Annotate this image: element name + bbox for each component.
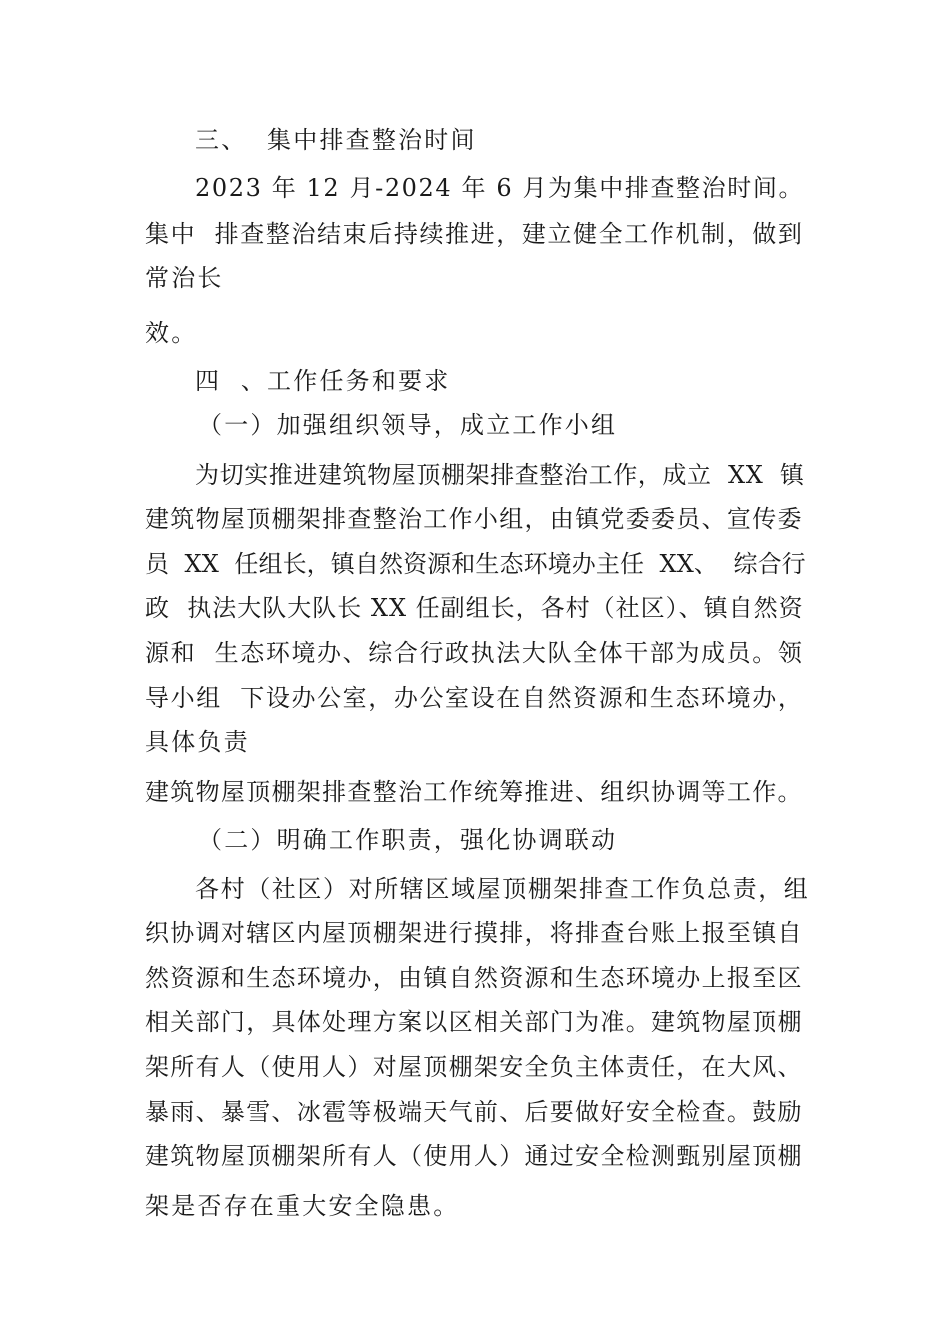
paragraph-line: 具体负责 [145, 728, 250, 756]
paragraph-line: 建筑物屋顶棚架排查整治工作小组，由镇党委委员、宣传委 [145, 505, 803, 533]
paragraph-line: 然资源和生态环境办，由镇自然资源和生态环境办上报至区 [145, 964, 803, 992]
paragraph-line: 暴雨、暴雪、冰雹等极端天气前、后要做好安全检查。鼓励 [145, 1098, 803, 1126]
paragraph-line: 架所有人（使用人）对屋顶棚架安全负主体责任，在大风、 [145, 1053, 803, 1081]
paragraph-line: 集中 排查整治结束后持续推进，建立健全工作机制，做到 [145, 220, 804, 248]
subsection-heading-1: （一）加强组织领导，成立工作小组 [198, 411, 618, 439]
paragraph-line: 为切实推进建筑物屋顶棚架排查整治工作，成立 XX 镇 [195, 461, 805, 489]
paragraph-line: 员 XX 任组长，镇自然资源和生态环境办主任 XX、 综合行 [145, 550, 806, 578]
paragraph-line: 织协调对辖区内屋顶棚架进行摸排，将排查台账上报至镇自 [145, 919, 803, 947]
paragraph-line: 各村（社区）对所辖区域屋顶棚架排查工作负总责，组 [195, 875, 810, 903]
section-heading-4: 四 、工作任务和要求 [195, 367, 451, 395]
section-heading-3: 三、 集中排查整治时间 [195, 126, 477, 154]
paragraph-line: 政 执法大队大队长 XX 任副组长，各村（社区）、镇自然资 [145, 594, 804, 622]
paragraph-line: 相关部门，具体处理方案以区相关部门为准。建筑物屋顶棚 [145, 1008, 803, 1036]
paragraph-line: 导小组 下设办公室，办公室设在自然资源和生态环境办， [145, 684, 804, 712]
paragraph-line: 建筑物屋顶棚架排查整治工作统筹推进、组织协调等工作。 [145, 778, 803, 806]
paragraph-line: 架是否存在重大安全隐患。 [145, 1192, 460, 1220]
paragraph-line: 常治长 [145, 264, 224, 292]
paragraph-line: 效。 [145, 319, 198, 347]
paragraph-line: 2023 年 12 月-2024 年 6 月为集中排查整治时间。 [195, 174, 805, 202]
paragraph-line: 源和 生态环境办、综合行政执法大队全体干部为成员。领 [145, 639, 804, 667]
paragraph-line: 建筑物屋顶棚架所有人（使用人）通过安全检测甄别屋顶棚 [145, 1142, 803, 1170]
subsection-heading-2: （二）明确工作职责，强化协调联动 [198, 826, 618, 854]
